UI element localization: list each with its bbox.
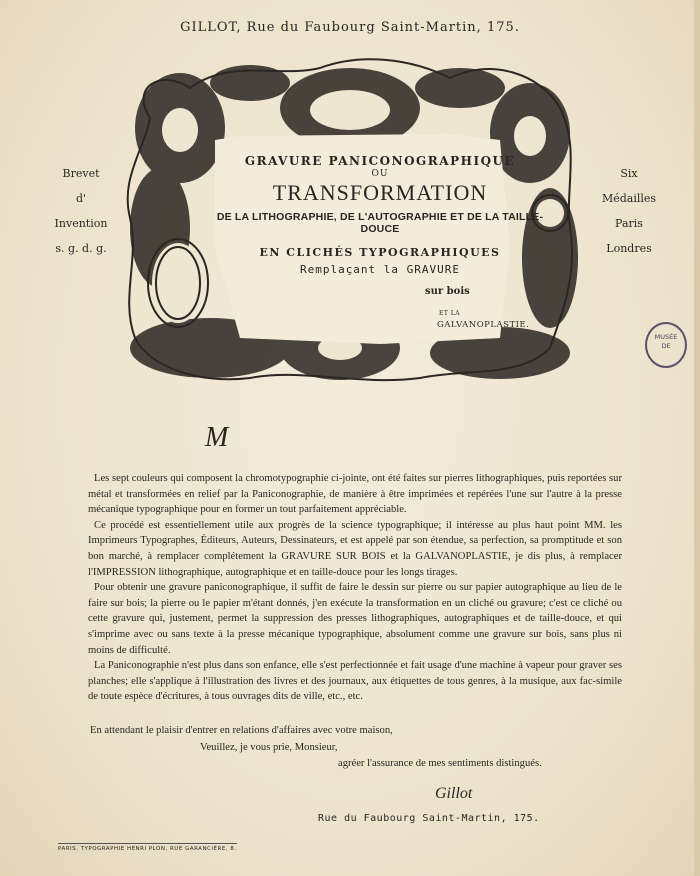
title-line-galvano: GALVANOPLASTIE. (437, 320, 530, 330)
title-line-remplacant: Remplaçant la GRAVURE (299, 263, 461, 276)
stamp-line: DE (661, 342, 671, 350)
closing-line-1: En attendant le plaisir d'entrer en relations d'affaires avec votre maison, (90, 725, 393, 736)
title-line-transformation: TRANSFORMATION (272, 180, 488, 205)
paragraph: Pour obtenir une gravure paniconographique, il suffit de faire le dessin sur pierre ou sur papier autographique au lieu de le faire sur bois; la pierre ou le papier m'étant donnés, j'en exécute la transformation en un cliché ou gravure; c'est ce cliché ou cette gravure qui, justement, permet la suppression des presses lithographiques, autographiques et de taille-douce, et qui s'imprime avec ou sans texte à la presse mécanique typographique, absolument comme une gravure sur bois, sans plus ni moins de difficulté. (88, 582, 622, 656)
footer-address: Rue du Faubourg Saint-Martin, 175. (318, 813, 540, 824)
paragraph: Ce procédé est essentiellement utile aux progrès de la science typographique; il intéresse au plus haut point MM. les Imprimeurs Typographes, Éditeurs, Auteurs, Dessinateurs, et est appelé par son étendue, sa perfection, sa promptitude et son bon marché, à remplacer complétement la GRAVURE SUR BOIS et la GALVANOPLASTIE, je dis plus, à remplacer l'IMPRESSION lithographique, autographique et en taille-douce pour les longs tirages. (88, 519, 622, 578)
paper-edge (694, 0, 700, 876)
letterhead-header: GILLOT, Rue du Faubourg Saint-Martin, 175. (180, 20, 520, 35)
closing-line-2: Veuillez, je vous prie, Monsieur, (200, 742, 338, 753)
title-line-gravure: GRAVURE PANICONOGRAPHIQUE (244, 154, 516, 168)
stamp-line: MUSÉE (654, 333, 678, 341)
patent-line: d' (75, 192, 87, 205)
medals-line: Londres (606, 242, 652, 255)
title-line-ou: OU (371, 169, 389, 179)
patent-line: s. g. d. g. (55, 242, 107, 255)
title-panel (215, 140, 545, 345)
medals-line: Six (620, 167, 638, 180)
title-line-et-la: ET LA (439, 310, 461, 317)
patent-line: Brevet (62, 167, 100, 180)
title-line-subject: DE LA LITHOGRAPHIE, DE L'AUTOGRAPHIE ET DE LA TAILLE-DOUCE (216, 211, 544, 235)
patent-column (48, 161, 114, 261)
closing-line-3: agréer l'assurance de mes sentiments distingués. (338, 758, 542, 769)
patent-line: Invention (54, 217, 108, 230)
salutation: M (205, 422, 229, 453)
printer-imprint: PARIS. TYPOGRAPHIE HENRI PLON, RUE GARANCIÈRE, 8. (58, 843, 237, 852)
paragraph: La Paniconographie n'est plus dans son enfance, elle s'est perfectionnée et fait usage d'une machine à vapeur pour graver ses planches; elle s'applique à l'illustration des livres et des journaux, aux étiquettes de tous genres, à la musique, aux fac-simile de toute espèce d'écritures, à tous ouvrages dits de ville, etc., etc. (88, 660, 622, 703)
medals-line: Paris (615, 217, 643, 230)
medals-column (596, 161, 662, 261)
title-line-sur-bois: sur bois (425, 286, 470, 297)
medals-line: Médailles (601, 192, 657, 205)
letter-body (88, 471, 622, 705)
paragraph: Les sept couleurs qui composent la chromotypographie ci-jointe, ont été faites sur pierres lithographiques, puis reportées sur métal et transformées en relief par la Paniconographie, de manière à être imprimées et repérées l'une sur l'autre à la presse mécanique typographique pour en former un tout parfaitement appréciable. (88, 473, 622, 516)
signature: Gillot (435, 785, 473, 802)
title-line-cliches: EN CLICHÉS TYPOGRAPHIQUES (259, 246, 501, 259)
museum-stamp (645, 322, 687, 368)
